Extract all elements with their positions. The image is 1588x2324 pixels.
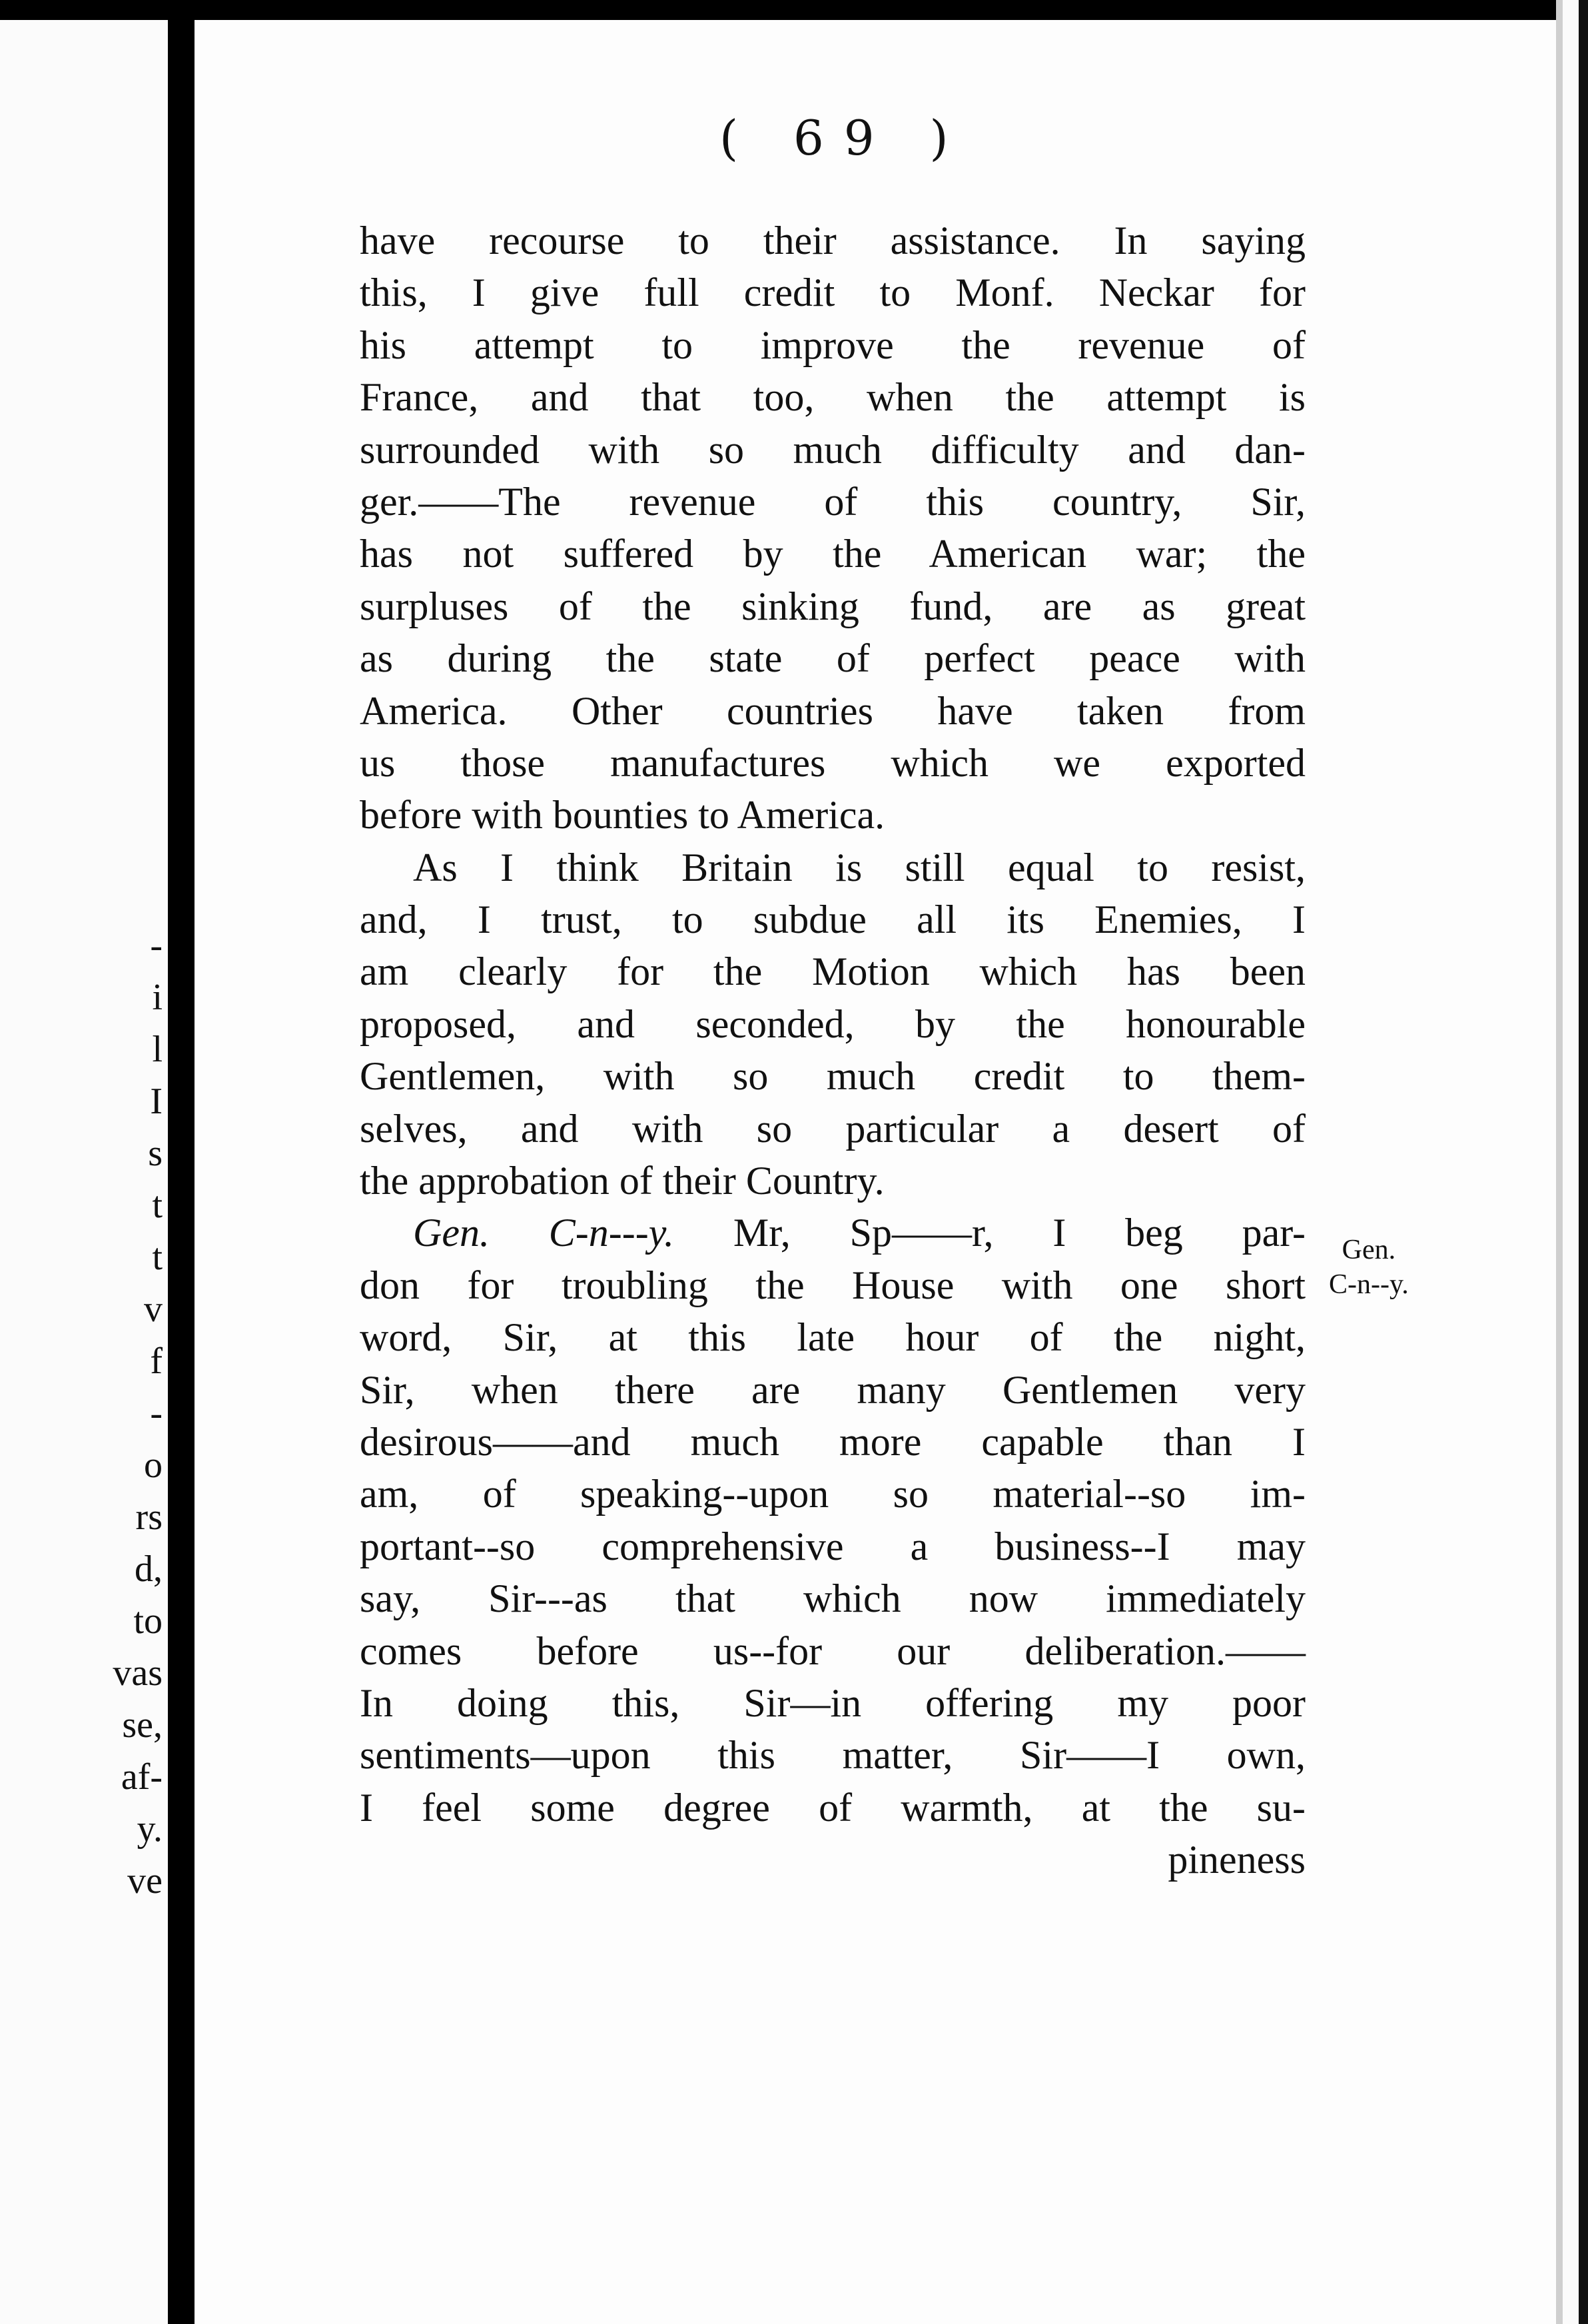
catchword: pineness xyxy=(1168,1838,1306,1882)
text-line: Gentlemen, with so much credit to them- xyxy=(360,1054,1306,1099)
text-line: the approbation of their Country. xyxy=(360,1159,885,1203)
text-line: As I think Britain is still equal to resist, xyxy=(413,845,1306,889)
facing-page-fragment: o xyxy=(144,1445,163,1486)
text-line: his attempt to improve the revenue of xyxy=(360,322,1306,367)
text-line: surrounded with so much difficulty and dan- xyxy=(360,427,1306,472)
text-line: I feel some degree of warmth, at the su- xyxy=(360,1785,1306,1830)
text-line: have recourse to their assistance. In saying xyxy=(360,219,1306,263)
text-line: In doing this, Sir—in offering my poor xyxy=(360,1680,1306,1725)
facing-page-fragment: I xyxy=(150,1081,163,1122)
facing-page-edge xyxy=(0,20,168,2324)
facing-page-fragment: vas xyxy=(113,1652,163,1694)
text-line: desirous——and much more capable than I xyxy=(360,1419,1306,1464)
facing-page-fragment: to xyxy=(133,1600,163,1642)
text-line: as during the state of perfect peace with xyxy=(360,636,1306,681)
speaker-name: Gen. C-n---y. xyxy=(413,1211,675,1255)
text-line: say, Sir---as that which now immediately xyxy=(360,1576,1306,1621)
text-line: before with bounties to America. xyxy=(360,793,885,838)
facing-page-fragment: y. xyxy=(137,1808,163,1850)
text-line: this, I give full credit to Monf. Neckar for xyxy=(360,271,1306,315)
text-line: Sir, when there are many Gentlemen very xyxy=(360,1367,1306,1412)
text-line: word, Sir, at this late hour of the night, xyxy=(360,1315,1306,1360)
text-line: sentiments—upon this matter, Sir——I own, xyxy=(360,1733,1306,1778)
facing-page-fragment: rs xyxy=(135,1496,163,1538)
facing-page-fragment: s xyxy=(148,1133,163,1174)
facing-page-fragment: l xyxy=(152,1029,163,1070)
text-line: has not suffered by the American war; the xyxy=(360,532,1306,576)
facing-page-fragment: - xyxy=(150,1393,163,1434)
facing-page-fragment: se, xyxy=(122,1704,163,1746)
text-line: France, and that too, when the attempt is xyxy=(360,375,1306,420)
facing-page-fragment: af- xyxy=(121,1756,163,1798)
facing-page-fragment: i xyxy=(152,977,163,1018)
scan-top-edge xyxy=(0,0,1588,20)
facing-page-fragment: - xyxy=(150,925,163,966)
facing-page-fragment: ve xyxy=(127,1860,163,1902)
text-line: portant--so comprehensive a business--I may xyxy=(360,1524,1306,1568)
text-line: ger.——The revenue of this country, Sir, xyxy=(360,479,1306,524)
facing-page-fragment: t xyxy=(152,1237,163,1278)
text-line: proposed, and seconded, by the honourable xyxy=(360,1001,1306,1046)
text-line: selves, and with so particular a desert of xyxy=(360,1106,1306,1151)
text-line: am, of speaking--upon so material--so im- xyxy=(360,1472,1306,1516)
text-line: America. Other countries have taken from xyxy=(360,688,1306,733)
facing-page-fragment: v xyxy=(144,1289,163,1330)
text-line: and, I trust, to subdue all its Enemies, I xyxy=(360,897,1306,942)
facing-page-fragment: t xyxy=(152,1185,163,1226)
line-text: Mr, Sp——r, I beg par- xyxy=(674,1211,1306,1255)
text-line: surpluses of the sinking fund, are as great xyxy=(360,584,1306,628)
text-line: don for troubling the House with one short xyxy=(360,1263,1306,1307)
book-gutter xyxy=(168,20,195,2324)
margin-speaker-note xyxy=(1329,1233,1409,1302)
text-line xyxy=(360,1207,1306,1259)
page-body-text xyxy=(360,215,1306,1886)
facing-page-fragment: f xyxy=(150,1341,163,1382)
text-line: am clearly for the Motion which has been xyxy=(360,949,1306,994)
scan-right-edge xyxy=(1556,0,1588,2324)
margin-note-line: Gen. xyxy=(1342,1235,1396,1265)
gutter-shadow-mark xyxy=(175,480,188,526)
margin-note-line: C-n--y. xyxy=(1329,1269,1409,1300)
facing-page-fragment: d, xyxy=(135,1548,163,1590)
page-number: ( 69 ) xyxy=(719,110,969,166)
text-line: comes before us--for our deliberation.—— xyxy=(360,1628,1306,1673)
text-line: us those manufactures which we exported xyxy=(360,740,1306,785)
